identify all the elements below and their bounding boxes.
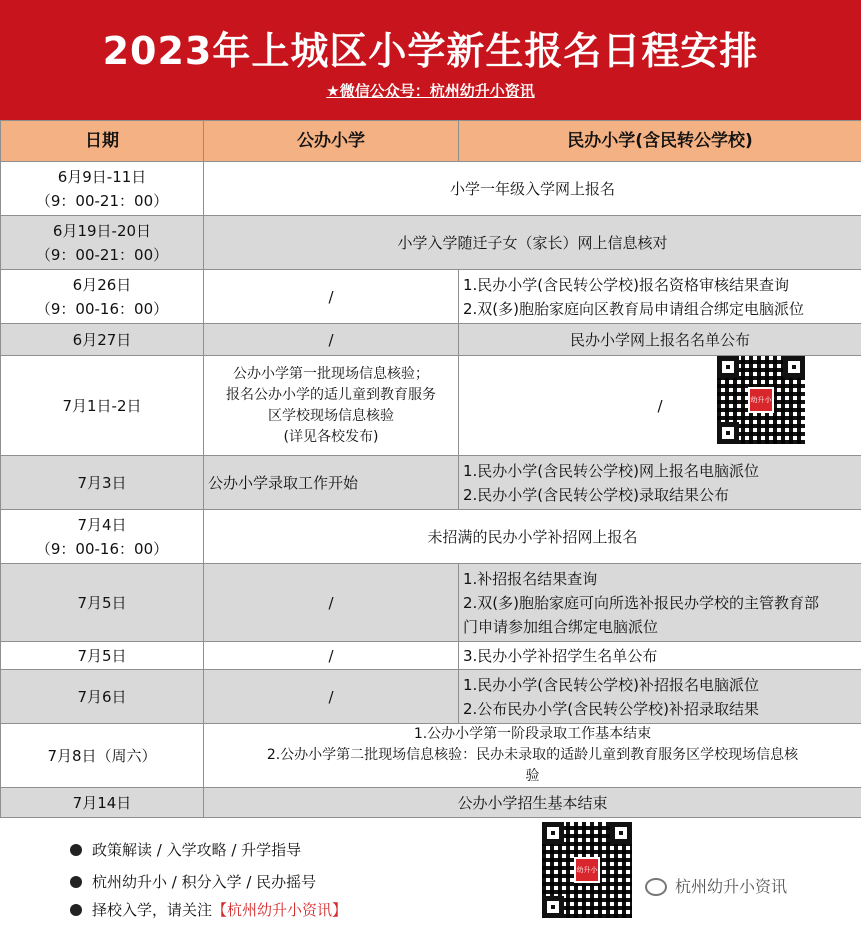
footer-bullet: 政策解读 / 入学攻略 / 升学指导 bbox=[70, 840, 301, 860]
column-header-public: 公办小学 bbox=[204, 121, 459, 162]
merged-cell: 公办小学招生基本结束 bbox=[204, 788, 861, 818]
bullet-dot-icon bbox=[70, 904, 82, 916]
date-cell: 6月9日-11日 （9：00-21：00） bbox=[1, 162, 204, 216]
footer-bullet: 择校入学，请关注【杭州幼升小资讯】 bbox=[70, 900, 347, 920]
private-cell: 3.民办小学补招学生名单公布 bbox=[459, 642, 861, 670]
wechat-watermark: 杭州幼升小资讯 bbox=[645, 874, 787, 897]
private-cell: 1.民办小学(含民转公学校)补招报名电脑派位 2.公布民办小学(含民转公学校)补招录取结果 bbox=[459, 670, 861, 724]
account-highlight: 【杭州幼升小资讯】 bbox=[212, 901, 348, 919]
merged-cell: 小学一年级入学网上报名 bbox=[204, 162, 861, 216]
table-row bbox=[1, 356, 861, 456]
public-cell: / bbox=[204, 270, 459, 324]
table-row bbox=[1, 456, 861, 510]
table-row bbox=[1, 564, 861, 642]
public-cell: / bbox=[204, 324, 459, 356]
public-cell: / bbox=[204, 670, 459, 724]
footer bbox=[0, 818, 861, 928]
table-row bbox=[1, 270, 861, 324]
public-cell: 公办小学录取工作开始 bbox=[204, 456, 459, 510]
bullet-dot-icon bbox=[70, 844, 82, 856]
table-row bbox=[1, 788, 861, 818]
date-cell: 7月5日 bbox=[1, 642, 204, 670]
table-row bbox=[1, 162, 861, 216]
table-row bbox=[1, 216, 861, 270]
date-cell: 7月14日 bbox=[1, 788, 204, 818]
private-cell: 1.民办小学(含民转公学校)报名资格审核结果查询 2.双(多)胞胎家庭向区教育局申请组合绑定电脑派位 bbox=[459, 270, 861, 324]
table-row bbox=[1, 724, 861, 788]
date-cell: 7月8日（周六） bbox=[1, 724, 204, 788]
merged-cell: 1.公办小学第一阶段录取工作基本结束 2.公办小学第二批现场信息核验：民办未录取的适龄儿童到教育服务区学校现场信息核 验 bbox=[204, 724, 861, 788]
wechat-icon bbox=[645, 878, 667, 896]
wechat-account-subtitle: ★微信公众号：杭州幼升小资讯 bbox=[326, 82, 535, 100]
footer-bullet: 杭州幼升小 / 积分入学 / 民办摇号 bbox=[70, 872, 316, 892]
date-cell: 7月6日 bbox=[1, 670, 204, 724]
table-row bbox=[1, 670, 861, 724]
merged-cell: 未招满的民办小学补招网上报名 bbox=[204, 510, 861, 564]
merged-cell: 小学入学随迁子女（家长）网上信息核对 bbox=[204, 216, 861, 270]
table-row bbox=[1, 642, 861, 670]
date-cell: 7月3日 bbox=[1, 456, 204, 510]
date-cell: 6月27日 bbox=[1, 324, 204, 356]
bullet-dot-icon bbox=[70, 876, 82, 888]
public-cell: / bbox=[204, 642, 459, 670]
public-cell: / bbox=[204, 564, 459, 642]
column-header-date: 日期 bbox=[1, 121, 204, 162]
date-cell: 7月1日-2日 bbox=[1, 356, 204, 456]
page-title: 2023年上城区小学新生报名日程安排 bbox=[102, 29, 759, 73]
qr-code-icon bbox=[717, 356, 805, 444]
private-cell: 民办小学网上报名名单公布 bbox=[459, 324, 861, 356]
date-cell: 7月5日 bbox=[1, 564, 204, 642]
footer-qr-code-icon bbox=[542, 822, 632, 918]
table-row bbox=[1, 510, 861, 564]
column-header-private: 民办小学(含民转公学校) bbox=[459, 121, 861, 162]
private-cell: 1.民办小学(含民转公学校)网上报名电脑派位 2.民办小学(含民转公学校)录取结果公布 bbox=[459, 456, 861, 510]
private-cell: 1.补招报名结果查询 2.双(多)胞胎家庭可向所选补报民办学校的主管教育部 门申请参加组合绑定电脑派位 bbox=[459, 564, 861, 642]
date-cell: 6月19日-20日 （9：00-21：00） bbox=[1, 216, 204, 270]
qr-logo: 幼升小 bbox=[574, 857, 600, 883]
date-cell: 6月26日 （9：00-16：00） bbox=[1, 270, 204, 324]
schedule-table bbox=[0, 120, 861, 818]
private-cell: / 幼升小 bbox=[459, 356, 861, 456]
table-row bbox=[1, 324, 861, 356]
qr-logo: 幼升小 bbox=[748, 387, 774, 413]
header-banner bbox=[0, 0, 861, 120]
public-cell: 公办小学第一批现场信息核验； 报名公办小学的适儿童到教育服务 区学校现场信息核验 (详见各校发布) bbox=[204, 356, 459, 456]
date-cell: 7月4日 （9：00-16：00） bbox=[1, 510, 204, 564]
